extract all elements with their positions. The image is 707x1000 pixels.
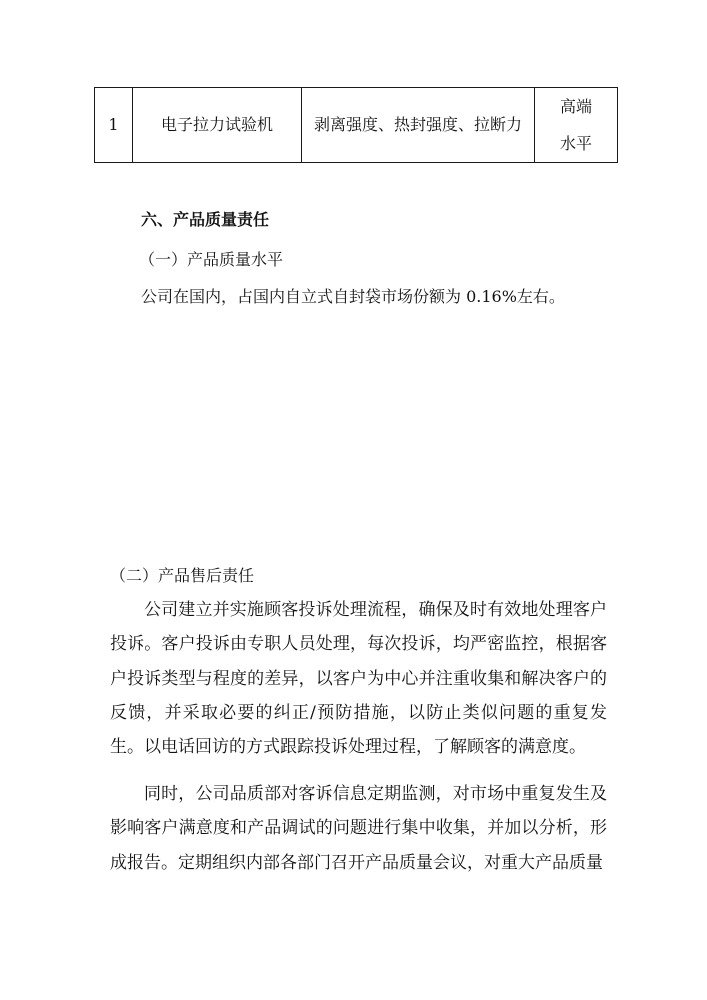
equipment-table xyxy=(94,87,618,163)
section-heading: 六、产品质量责任 xyxy=(141,210,270,229)
row-number-cell: 1 xyxy=(95,88,133,163)
paragraph-quality-monitoring: 同时，公司品质部对客诉信息定期监测，对市场中重复发生及影响客户满意度和产品调试的问题进行集中收集，并加以分析，形成报告。定期组织内部各部门召开产品质量会议，对重大产品质量 xyxy=(110,784,607,873)
subheading-after-sales: （二）产品售后责任 xyxy=(110,566,255,585)
level-line-1: 高端 xyxy=(559,97,592,116)
subheading-quality-level: （一）产品质量水平 xyxy=(139,250,284,269)
level-line-2: 水平 xyxy=(559,134,592,153)
level-cell xyxy=(535,88,618,163)
equipment-name-cell: 电子拉力试验机 xyxy=(133,88,302,163)
table-row xyxy=(95,88,618,163)
test-items-cell: 剥离强度、热封强度、拉断力 xyxy=(302,88,535,163)
paragraph-market-share: 公司在国内，占国内自立式自封袋市场份额为 0.16%左右。 xyxy=(141,287,565,306)
paragraph-complaint-process: 公司建立并实施顾客投诉处理流程，确保及时有效地处理客户投诉。客户投诉由专职人员处理，每次投诉，均严密监控，根据客户投诉类型与程度的差异，以客户为中心并注重收集和解决客户的反馈，并采取必要的纠正/预防措施，以防止类似问题的重复发生。以电话回访的方式跟踪投诉处理过程，了解顾客的满意度。 xyxy=(110,600,607,758)
